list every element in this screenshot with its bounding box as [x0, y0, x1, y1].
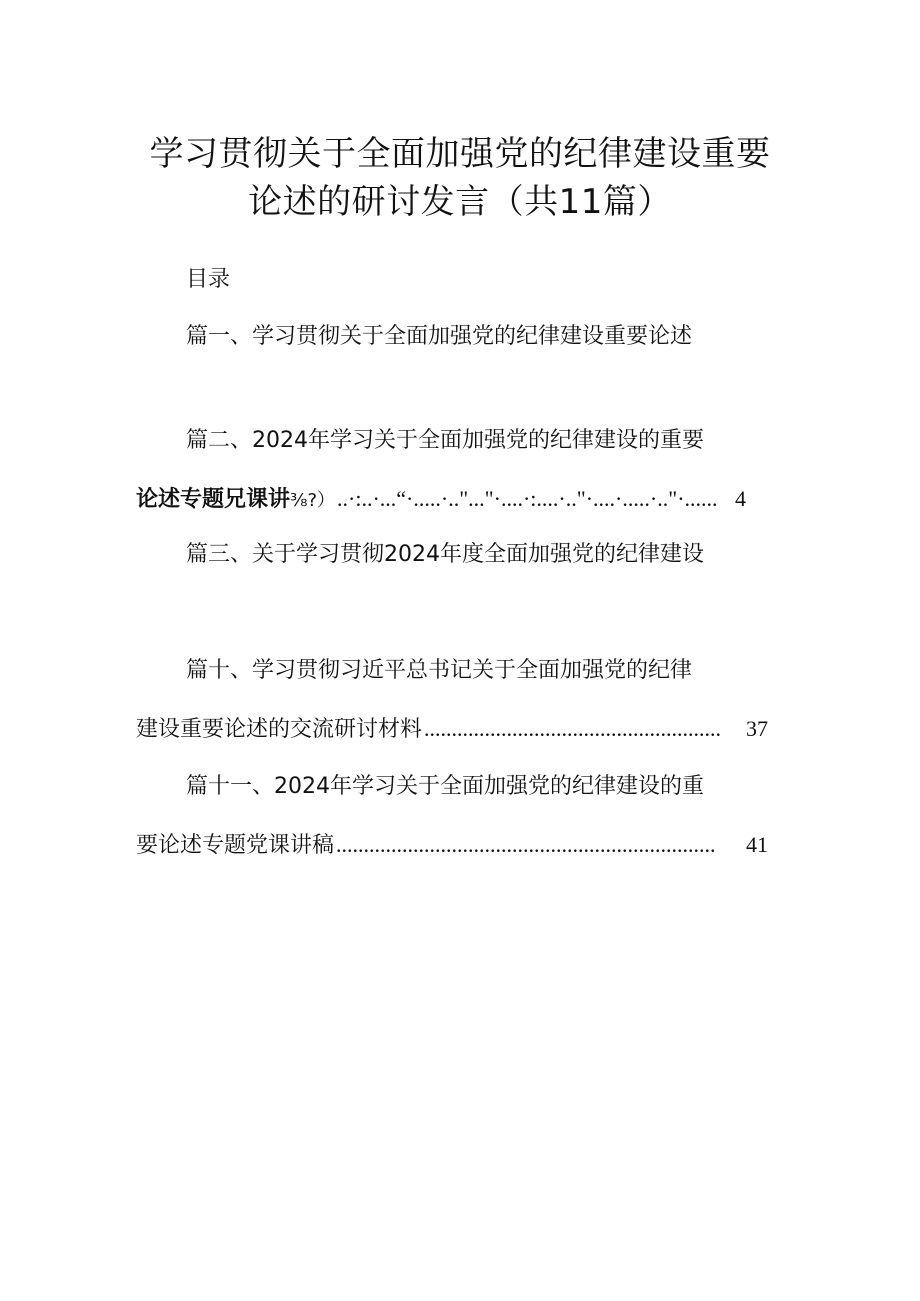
- toc-entry-3-title[interactable]: 篇三、关于学习贯彻2024年度全面加强党的纪律建设: [186, 542, 704, 567]
- toc-entry-11-continuation[interactable]: [136, 830, 768, 861]
- toc-entry-2-leader: ..·:..·...“·.....·.."..."·....·:....·.."·....·.....·.."·......: [337, 486, 718, 511]
- toc-entry-2-title[interactable]: 篇二、2024年学习关于全面加强党的纪律建设的重要: [186, 428, 704, 453]
- toc-entry-11-subtitle: 要论述专题党课讲稿: [136, 833, 335, 858]
- document-title-line-1: 学习贯彻关于全面加强党的纪律建设重要: [149, 134, 771, 174]
- toc-entry-10-page: 37: [746, 716, 768, 741]
- toc-heading: 目录: [186, 267, 231, 292]
- toc-entry-2-subtitle: 论述专题兄课讲: [136, 487, 291, 512]
- document-title-line-2: 论述的研讨发言（共11篇）: [248, 182, 672, 222]
- toc-entry-2-page: 4: [735, 486, 746, 511]
- toc-entry-10-subtitle: 建设重要论述的交流研讨材料: [136, 717, 423, 742]
- toc-entry-2-continuation[interactable]: [136, 484, 746, 516]
- toc-entry-2-garbled-text: ⅜?）: [290, 490, 336, 511]
- toc-entry-11-page: 41: [746, 832, 768, 857]
- toc-entry-11-leader: .....................................................................: [336, 832, 716, 857]
- toc-entry-1-title[interactable]: 篇一、学习贯彻关于全面加强党的纪律建设重要论述: [186, 324, 693, 349]
- toc-entry-11-title[interactable]: 篇十一、2024年学习关于全面加强党的纪律建设的重: [186, 774, 704, 799]
- toc-entry-10-leader: ......................................................: [424, 716, 722, 741]
- toc-entry-10-continuation[interactable]: [136, 714, 768, 745]
- toc-entry-10-title[interactable]: 篇十、学习贯彻习近平总书记关于全面加强党的纪律: [186, 658, 693, 683]
